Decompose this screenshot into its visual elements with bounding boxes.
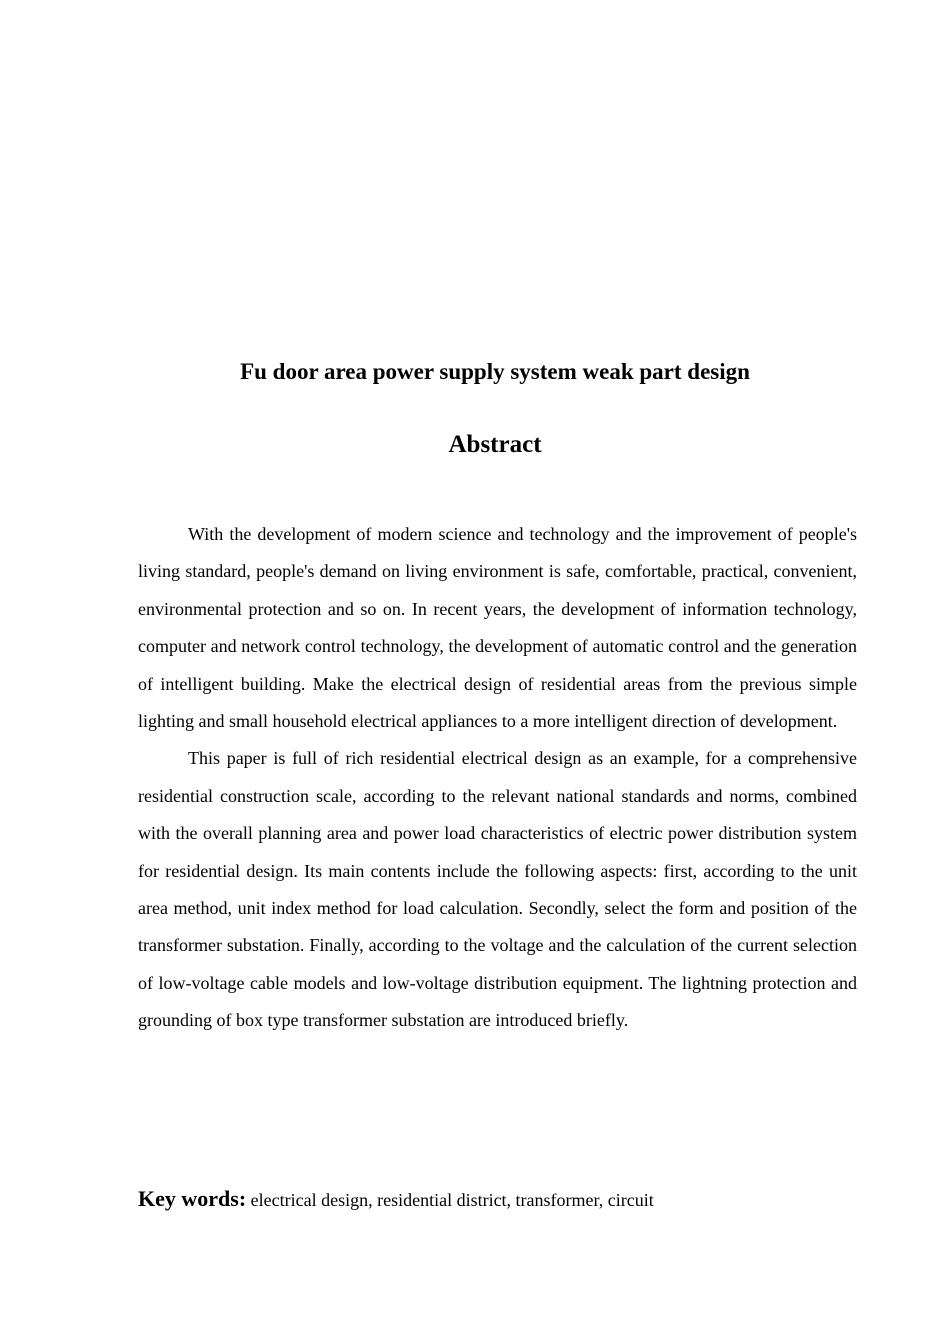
abstract-body <box>138 516 857 1040</box>
keywords-line <box>138 1183 857 1216</box>
abstract-heading: Abstract <box>448 431 542 458</box>
keywords-label: Key words: <box>138 1186 247 1211</box>
abstract-paragraph-1: With the development of modern science and technology and the improvement of people's living standard, people's demand on living environment is safe, comfortable, practical, convenient, environmental protection and so on. In recent years, the development of information technology, computer and network control technology, the development of automatic control and the generation of intelligent building. Make the electrical design of residential areas from the previous simple lighting and small household electrical appliances to a more intelligent direction of development. <box>138 524 857 732</box>
keywords-text: electrical design, residential district, transformer, circuit <box>250 1190 654 1210</box>
abstract-paragraph-2: This paper is full of rich residential electrical design as an example, for a comprehensive residential construction scale, according to the relevant national standards and norms, combined with the overall planning area and power load characteristics of electric power distribution system for residential design. Its main contents include the following aspects: first, according to the unit area method, unit index method for load calculation. Secondly, select the form and position of the transformer substation. Finally, according to the voltage and the calculation of the current selection of low-voltage cable models and low-voltage distribution equipment. The lightning protection and grounding of box type transformer substation are introduced briefly. <box>138 748 857 1031</box>
paper-title: Fu door area power supply system weak part design <box>240 359 750 384</box>
